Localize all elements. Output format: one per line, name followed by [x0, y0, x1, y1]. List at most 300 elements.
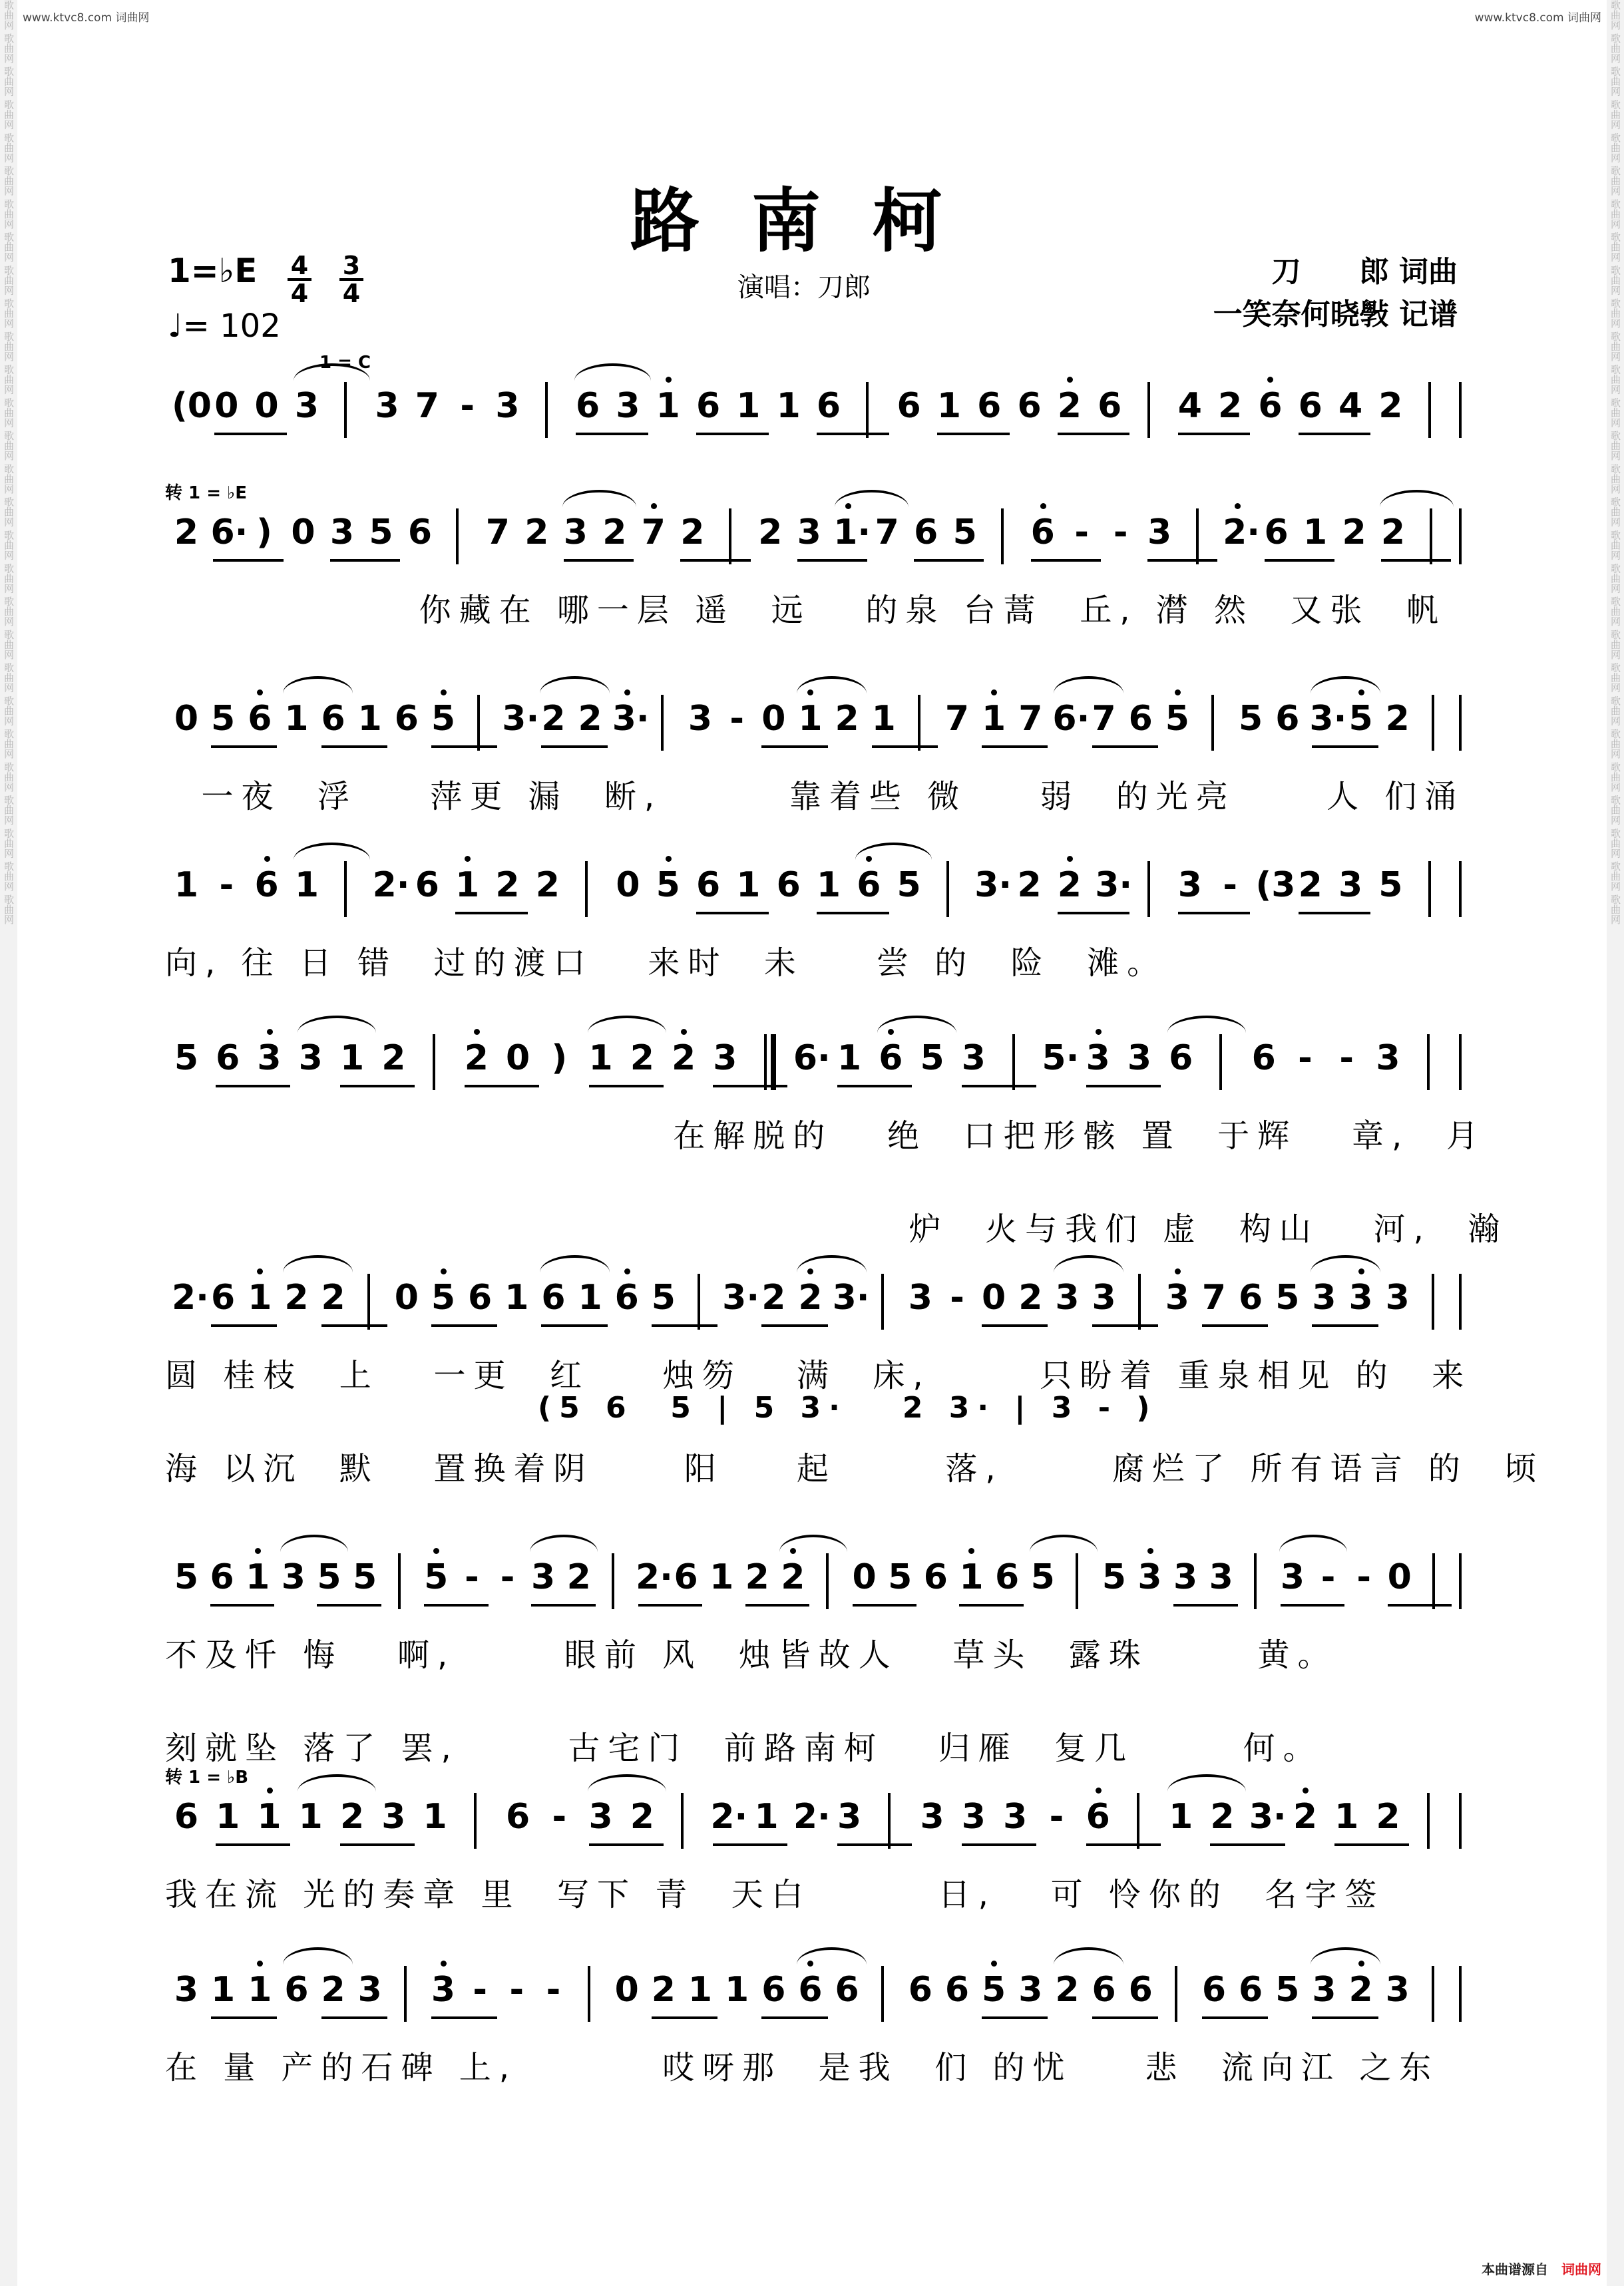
note: 1 [284, 699, 309, 739]
score-row [165, 1038, 1508, 1248]
barline [1432, 1966, 1434, 2022]
note: 6 [944, 1970, 970, 2010]
beam-underline [817, 912, 889, 914]
beam-underline [589, 1085, 664, 1087]
barline [1432, 1553, 1435, 1609]
note: 7 [415, 386, 439, 426]
note: 1 [754, 1797, 779, 1837]
note: 1 [871, 699, 896, 739]
note: 2 [535, 865, 560, 905]
barline [764, 1034, 767, 1090]
note: 6 [923, 1557, 948, 1597]
barline [1147, 382, 1150, 438]
octave-dot [1358, 1268, 1364, 1274]
footer-site-logo[interactable]: 词曲网 [1561, 2261, 1601, 2277]
note: 6 [1169, 1038, 1193, 1078]
note: 2 [630, 1038, 654, 1078]
beam-underline [431, 1324, 497, 1327]
note: 3 [1312, 1278, 1336, 1318]
note: 3 [1092, 1278, 1116, 1318]
note: 2 [672, 1038, 696, 1078]
notation-line [165, 512, 1463, 566]
note: 5 [656, 865, 680, 905]
note: 1 [837, 1038, 862, 1078]
note: - [509, 1970, 524, 2010]
note: 5 [424, 1557, 449, 1597]
left-watermark-strip [0, 0, 17, 2286]
slur [283, 676, 353, 693]
note: 3 [1147, 512, 1172, 552]
note: 3 [563, 512, 588, 552]
note: 6 [1258, 386, 1283, 426]
beam-underline [962, 1085, 1036, 1087]
slur [1279, 1535, 1347, 1552]
beam-underline [465, 1085, 539, 1087]
note: 3 [920, 1797, 944, 1837]
site-link-left[interactable]: www.ktvc8.com 词曲网 [23, 11, 150, 25]
note: 3 [1173, 1557, 1198, 1597]
singer-credit: 演唱：刀郎 [737, 272, 871, 303]
note: 3 [1127, 1038, 1152, 1078]
barline [1459, 1274, 1462, 1330]
note: 6 [761, 1970, 786, 2010]
note: 5 [369, 512, 393, 552]
note: 3 [1376, 1038, 1400, 1078]
octave-dot [1358, 1961, 1364, 1967]
barline [1138, 1274, 1141, 1330]
beam-underline [576, 433, 648, 435]
note: 1 [736, 865, 761, 905]
barline [681, 1793, 684, 1849]
note: 4 [1338, 386, 1363, 426]
key-change-mark: 1 = C [319, 353, 371, 373]
octave-dot [257, 1961, 263, 1967]
score-row [165, 1768, 1463, 1957]
note: - [546, 1970, 561, 2010]
barline [1459, 861, 1462, 917]
beam-underline [982, 745, 1048, 748]
octave-dot [1096, 1029, 1102, 1035]
note: 7 [641, 512, 666, 552]
note: 2 [1055, 1970, 1080, 2010]
lyric-line: 炉 火与我们 虚 构山 河, 瀚 [165, 1211, 1508, 1248]
meter-3-4 [339, 253, 363, 306]
slur [779, 1535, 847, 1552]
note: 0 [174, 699, 199, 739]
edge-watermark-text: 歌曲网 歌曲网 歌曲网 歌曲网 歌曲网 歌曲网 歌曲网 歌曲网 歌曲网 歌曲网 歌曲网 歌曲网 歌曲网 歌曲网 歌曲网 歌曲网 歌曲网 歌曲网 歌曲网 歌曲网 歌曲网 歌曲网 歌曲网 歌曲网 歌曲网 歌曲网 歌曲网 歌曲网 [3, 0, 15, 924]
transcriber-credit: 一笑奈何晓斅 记谱 [1213, 297, 1458, 331]
note: 6 [216, 1038, 240, 1078]
note: 6 [1098, 386, 1122, 426]
note: 2 [1376, 1797, 1400, 1837]
meter-top: 4 [290, 251, 309, 280]
note: 3 [531, 1557, 556, 1597]
slur [797, 1255, 867, 1272]
note: 2 [495, 865, 520, 905]
barline [881, 1274, 884, 1330]
note: 3 [1385, 1970, 1410, 2010]
beam-underline [1178, 433, 1251, 435]
beam-underline [1173, 1604, 1238, 1607]
note: 5 [1030, 1557, 1055, 1597]
beam-underline [1281, 1604, 1345, 1607]
note: - [1223, 865, 1237, 905]
note: 3 [375, 386, 399, 426]
notation-line [165, 1797, 1463, 1850]
note: 2 [781, 1557, 805, 1597]
notation-line [165, 1557, 1463, 1611]
note: 5 [920, 1038, 944, 1078]
note: 2 [541, 699, 566, 739]
note: 6 [1030, 512, 1055, 552]
beam-underline [211, 745, 277, 748]
note: 3· [722, 1278, 760, 1318]
meter-top: 4 [288, 278, 311, 306]
note: 1 [216, 1797, 240, 1837]
note: 1 [725, 1970, 749, 2010]
note: 1 [298, 1797, 323, 1837]
beam-underline [211, 2016, 277, 2019]
note: 0 [291, 512, 315, 552]
beam-underline [638, 1604, 703, 1607]
note: 6 [1264, 512, 1289, 552]
note: - [1074, 512, 1089, 552]
note: 1 [1303, 512, 1328, 552]
note: 6 [696, 865, 721, 905]
note: 3 [381, 1797, 406, 1837]
note: 6 [541, 1278, 566, 1318]
note: 2 [1210, 1797, 1235, 1837]
barline [474, 1793, 477, 1849]
beam-underline [1334, 1843, 1409, 1846]
note: 1 [455, 865, 480, 905]
beam-underline [541, 1324, 607, 1327]
note: 3 [961, 1038, 986, 1078]
beam-underline [1058, 433, 1130, 435]
key-signature: 1=♭E [168, 252, 258, 290]
site-link-right[interactable]: www.ktvc8.com 词曲网 [1474, 11, 1601, 25]
beam-underline [1092, 1324, 1158, 1327]
note: 6 [576, 386, 600, 426]
note: 6 [897, 386, 921, 426]
note: 6 [211, 1278, 236, 1318]
note: - [1320, 1557, 1336, 1597]
note: 6 [1275, 699, 1300, 739]
note: - [1298, 1038, 1313, 1078]
note: 3 [1137, 1557, 1162, 1597]
note: - [500, 1557, 515, 1597]
note: 2 [321, 1970, 345, 2010]
barline [888, 1793, 891, 1849]
slur [298, 1774, 376, 1792]
score-row [165, 483, 1463, 672]
barline [1147, 861, 1150, 917]
note: 5 [211, 699, 236, 739]
barline [1430, 508, 1432, 564]
octave-dot [1067, 856, 1073, 862]
slur [530, 1535, 598, 1552]
slur [1030, 1535, 1098, 1552]
note: 3 [294, 386, 319, 426]
note: 5 [651, 1278, 676, 1318]
note: 1 [656, 386, 680, 426]
note: 3 [257, 1038, 282, 1078]
note: 0 [394, 1278, 419, 1318]
slur [1311, 676, 1380, 693]
beam-underline [210, 1604, 275, 1607]
lyric-line: 向, 往 日 错 过的渡口 来时 未 尝 的 险 滩。 [165, 944, 1167, 982]
octave-dot [257, 689, 263, 695]
note: 1 [816, 865, 841, 905]
beam-underline [1312, 745, 1378, 748]
beam-underline [214, 433, 287, 435]
notation-line [165, 865, 1463, 918]
note: 0 [614, 1970, 639, 2010]
octave-dot [666, 377, 672, 383]
note: 3 [495, 386, 520, 426]
note: 1 [339, 1038, 365, 1078]
slur [1054, 676, 1123, 693]
note: 3 [329, 512, 355, 552]
note: 6 [1298, 386, 1322, 426]
beam-underline [761, 2016, 827, 2019]
barline [881, 1966, 884, 2022]
octave-dot [267, 1788, 273, 1794]
note: 2 [651, 1970, 676, 2010]
beam-underline [982, 1324, 1048, 1327]
note: 3 [908, 1278, 932, 1318]
beam-underline [424, 1604, 489, 1607]
note: 0 [254, 386, 279, 426]
beam-underline [1092, 745, 1158, 748]
octave-dot [433, 1548, 439, 1554]
note: 2 [1385, 699, 1410, 739]
lyric-line: 在 量 产的石碑 上, 哎呀那 是我 们 的忧 悲 流向江 之东 [165, 2049, 1440, 2086]
note: 6 [407, 512, 432, 552]
note: 7 [1092, 699, 1116, 739]
note: - [460, 386, 475, 426]
note: 0 [616, 865, 640, 905]
note: 0 [214, 386, 239, 426]
barline [918, 695, 920, 751]
note: 6 [1239, 1970, 1263, 2010]
octave-dot [257, 1268, 263, 1274]
note: 6 [210, 1557, 234, 1597]
note: 6· [210, 512, 248, 552]
note: 2 [745, 1557, 769, 1597]
beam-underline [959, 1604, 1024, 1607]
note: 3 [616, 386, 640, 426]
note: 6 [321, 699, 345, 739]
notation-line [165, 699, 1463, 752]
note: 1 [588, 1038, 613, 1078]
octave-dot [624, 1268, 630, 1274]
octave-dot [1175, 1268, 1181, 1274]
note: 6 [977, 386, 1002, 426]
note: 1 [1169, 1797, 1193, 1837]
barline [545, 382, 548, 438]
barline [661, 695, 664, 751]
note: 5 [897, 865, 921, 905]
lyric-line: 不及忏 悔 啊, 眼前 风 烛皆故人 草头 露珠 黄。 [165, 1636, 1338, 1674]
barline [1427, 1034, 1430, 1090]
note: 3· [612, 699, 650, 739]
note: 2 [1380, 512, 1406, 552]
note: 3· [974, 865, 1012, 905]
note: 6 [798, 1970, 823, 2010]
note: 2 [1057, 865, 1082, 905]
note: 3 [1165, 1278, 1189, 1318]
beam-underline [216, 1085, 290, 1087]
note: 3 [837, 1797, 862, 1837]
note: 6 [835, 1970, 859, 2010]
slur [283, 1255, 353, 1272]
beam-underline [937, 433, 1010, 435]
note: 7 [1201, 1278, 1227, 1318]
note: 1 [423, 1797, 447, 1837]
beam-underline [216, 1843, 290, 1846]
note: 2 [761, 1278, 786, 1318]
note: 3 [1003, 1797, 1028, 1837]
note: 2 [284, 1278, 309, 1318]
barline [1459, 1966, 1462, 2022]
score-row [165, 699, 1463, 858]
note: - [1339, 1038, 1354, 1078]
note: 2 [339, 1797, 365, 1837]
note: 6 [857, 865, 881, 905]
octave-dot [651, 503, 657, 509]
note: 5 [1275, 1278, 1300, 1318]
note: 1 [959, 1557, 984, 1597]
beam-underline [1202, 2016, 1268, 2019]
note: 0 [1387, 1557, 1412, 1597]
note: 2 [1017, 865, 1042, 905]
note: 3 [797, 512, 821, 552]
barline [866, 382, 869, 438]
beam-underline [321, 1324, 387, 1327]
note: 2 [464, 1038, 489, 1078]
barline [456, 508, 459, 564]
note: 5 [1378, 865, 1403, 905]
barline [1175, 1966, 1177, 2022]
note: (3 [1255, 865, 1296, 905]
beam-underline [1299, 912, 1371, 914]
barline [1459, 695, 1462, 751]
beam-underline [317, 1604, 381, 1607]
octave-dot [441, 1961, 447, 1967]
note: 3 [588, 1797, 613, 1837]
note: 3 [1055, 1278, 1080, 1318]
note: 2 [630, 1797, 654, 1837]
beam-underline [962, 1843, 1036, 1846]
note: 5 [1239, 699, 1263, 739]
slur [588, 1774, 666, 1792]
note: 6· [793, 1038, 831, 1078]
footer-source-label: 本曲谱源自 [1482, 2261, 1548, 2277]
barline [1076, 1553, 1078, 1609]
barline [1432, 695, 1434, 751]
note: 2 [381, 1038, 406, 1078]
note: 3 [1280, 1557, 1305, 1597]
beam-underline [541, 745, 607, 748]
barline [1001, 508, 1004, 564]
beam-underline [713, 1843, 787, 1846]
octave-dot [1358, 689, 1364, 695]
beam-underline [1299, 433, 1371, 435]
lyric-line: 我在流 光的奏章 里 写下 青 天白 日, 可 怜你的 名字签 [165, 1876, 1385, 1913]
octave-dot [1067, 377, 1073, 383]
note: 3· [1309, 699, 1347, 739]
note: 2· [372, 865, 410, 905]
note: 6 [994, 1557, 1020, 1597]
note: - [1113, 512, 1128, 552]
beam-underline [1086, 1085, 1161, 1087]
barline [344, 382, 347, 438]
octave-dot [264, 856, 270, 862]
octave-dot [968, 1548, 974, 1554]
note: 6 [696, 386, 721, 426]
note: 5 [1102, 1557, 1126, 1597]
song-title: 路南柯 [630, 180, 994, 262]
note: 1 [357, 699, 382, 739]
beam-underline [680, 559, 750, 562]
key-change-mark: 转 1 = ♭E [165, 483, 248, 503]
beam-underline [761, 745, 827, 748]
note: 3 [298, 1038, 323, 1078]
note: 3 [1086, 1038, 1110, 1078]
barline [1459, 508, 1462, 564]
score-row [165, 865, 1463, 1025]
beam-underline [1178, 912, 1251, 914]
note: 0 [982, 1278, 1006, 1318]
note: 1 [776, 386, 801, 426]
barline [826, 1553, 829, 1609]
note: 5 [352, 1557, 377, 1597]
lyric-line: 一夜 浮 萍更 漏 断, 靠着些 微 弱 的光亮 人 们涌 [165, 778, 1465, 815]
slur [540, 1255, 610, 1272]
note: 6 [1017, 386, 1042, 426]
beam-underline [837, 1843, 912, 1846]
octave-dot [1303, 1788, 1309, 1794]
note: 0 [761, 699, 786, 739]
note: 2 [798, 1278, 823, 1318]
note: 2 [321, 1278, 345, 1318]
note: 2 [1057, 386, 1082, 426]
note: 2 [566, 1557, 591, 1597]
beam-underline [745, 1604, 810, 1607]
barline [1219, 1034, 1222, 1090]
beam-underline [761, 1324, 827, 1327]
note: 6 [1251, 1038, 1276, 1078]
beam-underline [797, 559, 867, 562]
note: 6 [1092, 1970, 1116, 2010]
octave-dot [991, 689, 997, 695]
interlude-notation: (5 6 5 | 5 3· 2 3· | 3 - ) [538, 1391, 1158, 1425]
note: 1 [798, 699, 823, 739]
edge-watermark-text: 歌曲网 歌曲网 歌曲网 歌曲网 歌曲网 歌曲网 歌曲网 歌曲网 歌曲网 歌曲网 歌曲网 歌曲网 歌曲网 歌曲网 歌曲网 歌曲网 歌曲网 歌曲网 歌曲网 歌曲网 歌曲网 歌曲网 歌曲网 歌曲网 歌曲网 歌曲网 歌曲网 歌曲网 [1609, 0, 1621, 924]
note: 6 [816, 386, 841, 426]
slur [1054, 1255, 1123, 1272]
note: 2 [1298, 865, 1322, 905]
barline [612, 1553, 614, 1609]
octave-dot [255, 1548, 261, 1554]
note: 6 [1128, 699, 1153, 739]
note: 3 [431, 1970, 456, 2010]
note: 4 [1177, 386, 1202, 426]
barline [698, 1274, 700, 1330]
notation-line [165, 1970, 1463, 2023]
octave-dot [1040, 503, 1046, 509]
